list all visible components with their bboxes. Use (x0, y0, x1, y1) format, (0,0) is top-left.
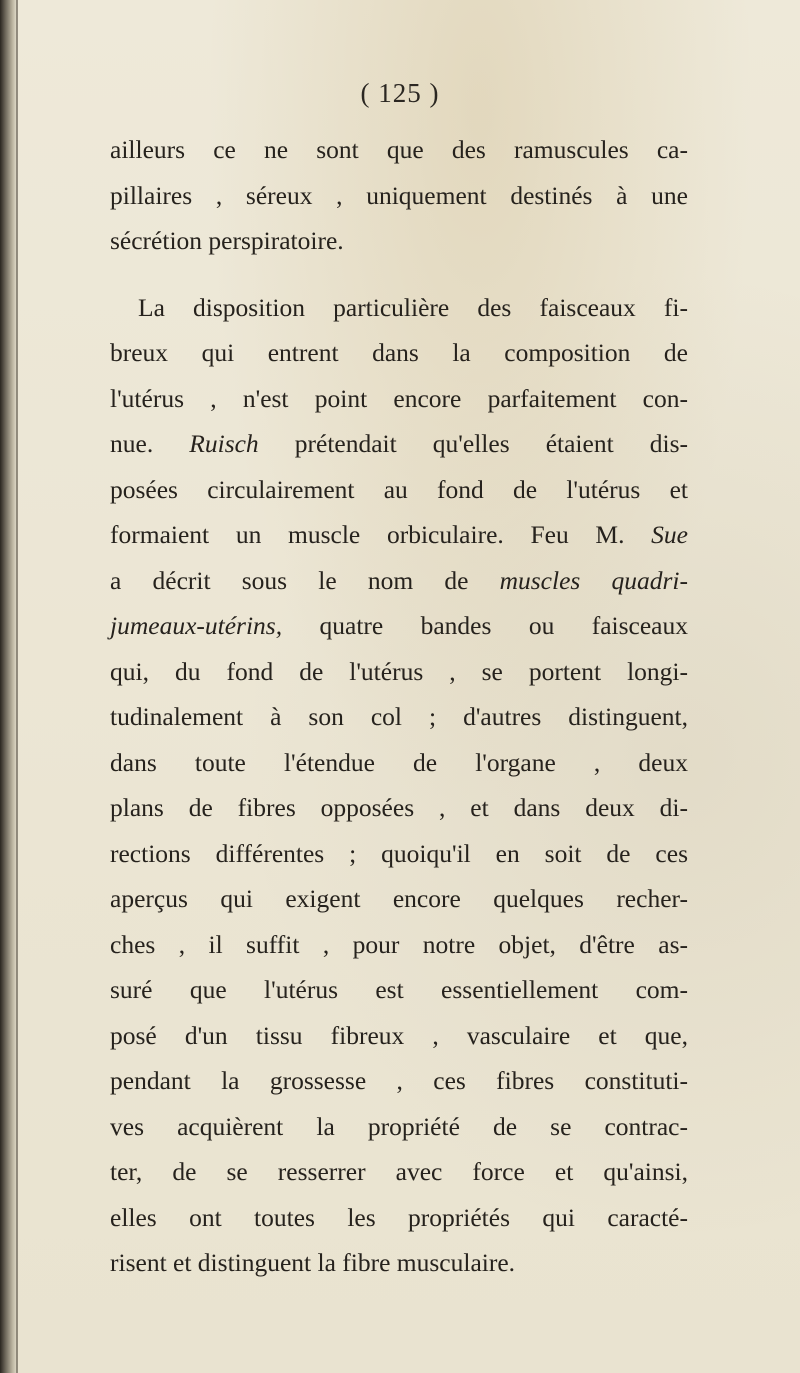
text-segment: nue. (110, 429, 190, 458)
text-line: ter, de se resserrer avec force et qu'ainsi, (110, 1157, 688, 1186)
text-line: breux qui entrent dans la composition de (110, 338, 688, 367)
text-line (110, 421, 688, 467)
text-line: posé d'un tissu fibreux , vasculaire et que, (110, 1020, 688, 1050)
text-line: dans toute l'étendue de l'organe , deux (110, 747, 688, 777)
paragraph-gap (110, 264, 688, 285)
text-line: aperçus qui exigent encore quelques recher- (110, 884, 688, 913)
text-line: sécrétion perspiratoire. (110, 226, 344, 255)
text-line: La disposition particulière des faisceaux fi- (138, 292, 688, 322)
text-segment: quatre bandes ou faisceaux (282, 611, 688, 640)
text-line: l'utérus , n'est point encore parfaitement con- (110, 383, 688, 413)
text-line: tudinalement à son col ; d'autres distinguent, (110, 702, 688, 731)
text-line (110, 603, 688, 649)
text-segment: prétendait qu'elles étaient dis- (258, 429, 688, 458)
paragraph (110, 285, 688, 1286)
italic-term: Sue (651, 520, 688, 549)
text-line (110, 512, 688, 558)
text-line: pillaires , séreux , uniquement destinés à une (110, 180, 688, 210)
text-segment: formaient un muscle orbiculaire. Feu M. (110, 520, 652, 549)
text-line: posées circulairement au fond de l'utérus et (110, 474, 688, 504)
italic-term: jumeaux-utérins, (110, 611, 283, 640)
text-line (110, 558, 688, 604)
text-line: risent et distinguent la fibre musculaire. (110, 1248, 516, 1277)
text-line: elles ont toutes les propriétés qui caracté- (110, 1202, 688, 1232)
text-line: qui, du fond de l'utérus , se portent longi- (110, 656, 688, 686)
italic-term: muscles quadri- (499, 565, 688, 595)
text-line: ailleurs ce ne sont que des ramuscules ca- (110, 135, 688, 164)
text-line: ches , il suffit , pour notre objet, d'être as- (110, 929, 688, 959)
text-line: pendant la grossesse , ces fibres constituti- (110, 1066, 688, 1095)
text-segment: a décrit sous le nom de (110, 565, 500, 595)
page-number: ( 125 ) (360, 78, 440, 108)
binding-shadow-line (16, 0, 18, 1373)
paragraph (110, 127, 688, 264)
text-line: plans de fibres opposées , et dans deux di- (110, 793, 688, 822)
text-line: ves acquièrent la propriété de se contrac- (110, 1111, 688, 1141)
body-text (110, 127, 688, 1286)
text-line: rections différentes ; quoiqu'il en soit de ces (110, 838, 688, 868)
italic-term: Ruisch (189, 429, 259, 458)
text-line: suré que l'utérus est essentiellement com- (110, 975, 688, 1004)
